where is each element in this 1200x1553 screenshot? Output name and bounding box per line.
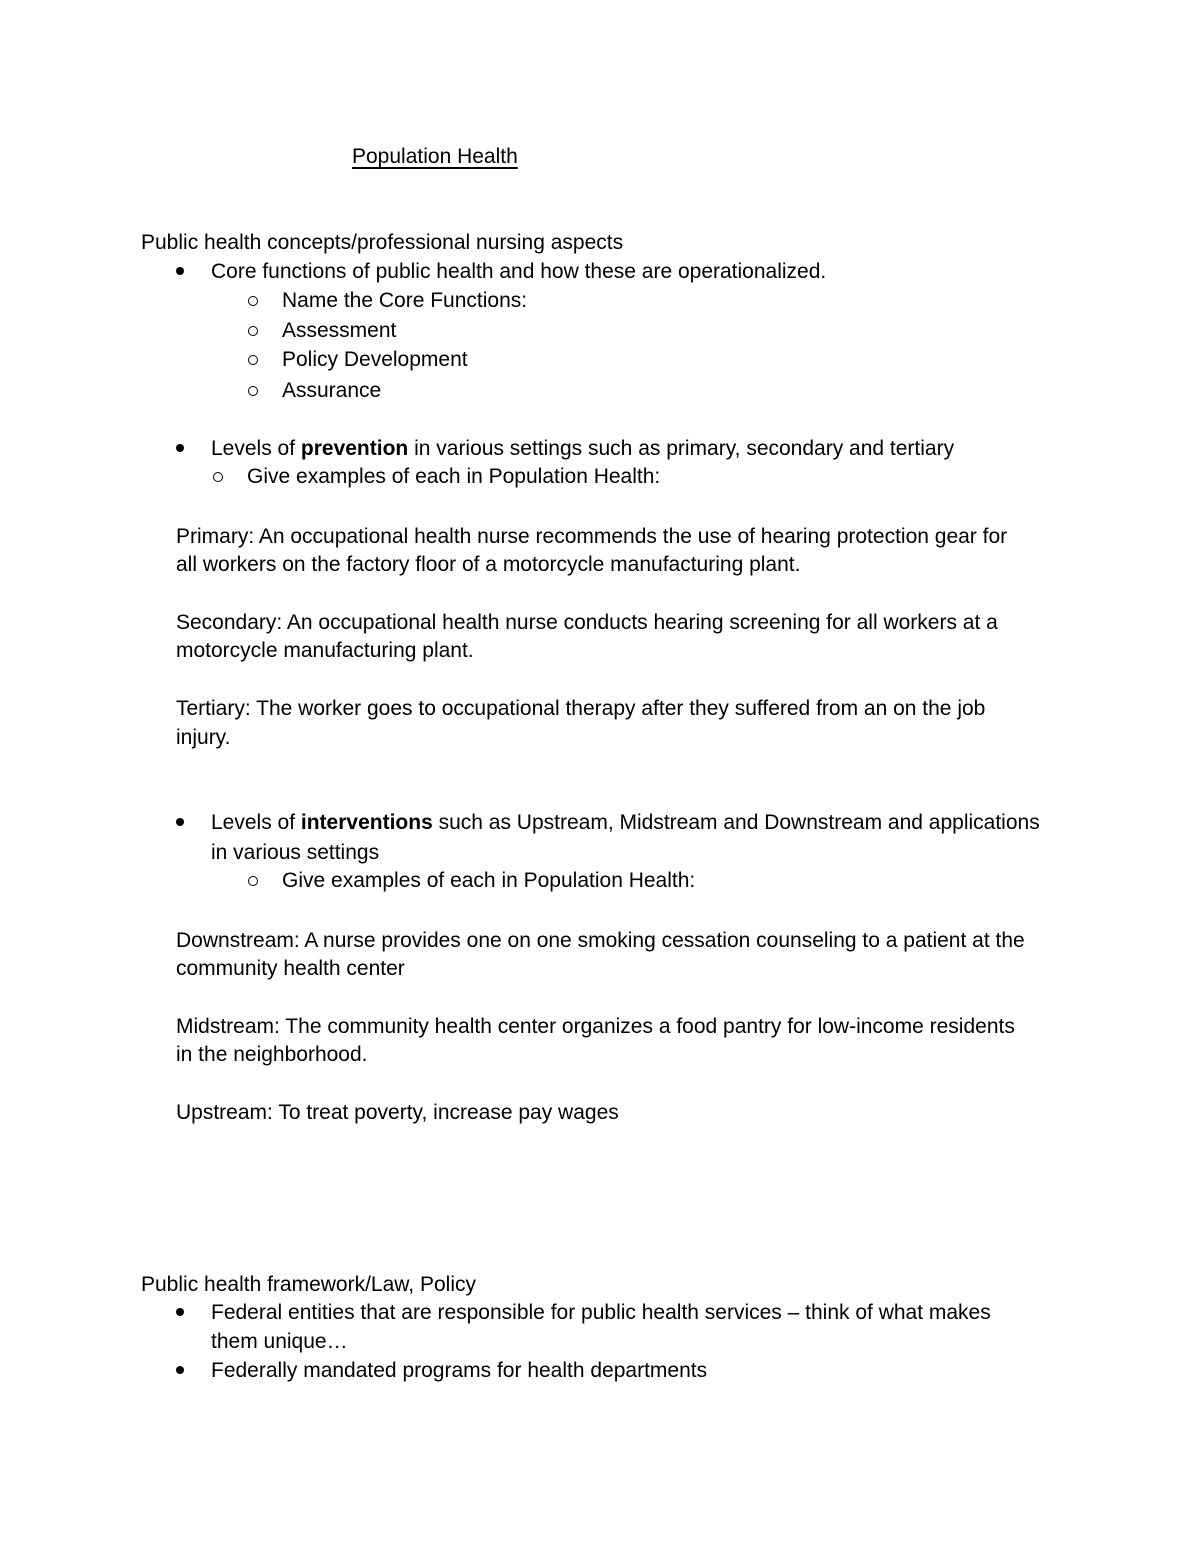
list-item-interventions-line2: in various settings [211,841,380,864]
circle-bullet-icon [213,472,223,482]
circle-bullet-icon [248,296,258,306]
primary-example-line2: all workers on the factory floor of a motorcycle manufacturing plant. [176,553,801,576]
downstream-example-line2: community health center [176,957,405,980]
tertiary-example-line2: injury. [176,726,231,749]
sub-item-policy-development: Policy Development [282,348,468,371]
sub-item-assessment: Assessment [282,319,397,342]
circle-bullet-icon [248,355,258,365]
midstream-example-line1: Midstream: The community health center organizes a food pantry for low-income residents [176,1015,1015,1038]
sub-item-prevention-examples: Give examples of each in Population Health: [247,465,661,488]
section-heading-concepts: Public health concepts/professional nursing aspects [141,231,624,254]
bullet-icon [176,267,184,275]
circle-bullet-icon [248,876,258,886]
section-heading-framework: Public health framework/Law, Policy [141,1273,476,1296]
list-item-interventions: Levels of interventions such as Upstream, Midstream and Downstream and applications [211,811,1040,834]
list-item-mandated-programs: Federally mandated programs for health departments [211,1359,708,1382]
bullet-icon [176,818,184,826]
list-item-federal-entities-line2: them unique… [211,1330,348,1353]
list-item-core-functions: Core functions of public health and how these are operationalized. [211,260,827,283]
downstream-example-line1: Downstream: A nurse provides one on one smoking cessation counseling to a patient at the [176,929,1025,952]
list-item-prevention: Levels of prevention in various settings such as primary, secondary and tertiary [211,437,955,460]
sub-item-assurance: Assurance [282,379,382,402]
midstream-example-line2: in the neighborhood. [176,1043,368,1066]
sub-item-name-core-functions: Name the Core Functions: [282,289,528,312]
tertiary-example-line1: Tertiary: The worker goes to occupational therapy after they suffered from an on the job [176,697,986,720]
bullet-icon [176,1308,184,1316]
circle-bullet-icon [248,386,258,396]
bullet-icon [176,444,184,452]
secondary-example-line1: Secondary: An occupational health nurse conducts hearing screening for all workers at a [176,611,998,634]
page-title: Population Health [352,145,518,168]
list-item-federal-entities: Federal entities that are responsible for public health services – think of what makes [211,1301,991,1324]
bullet-icon [176,1366,184,1374]
upstream-example: Upstream: To treat poverty, increase pay wages [176,1101,619,1124]
primary-example-line1: Primary: An occupational health nurse recommends the use of hearing protection gear for [176,525,1008,548]
sub-item-intervention-examples: Give examples of each in Population Health: [282,869,696,892]
secondary-example-line2: motorcycle manufacturing plant. [176,639,474,662]
circle-bullet-icon [248,326,258,336]
